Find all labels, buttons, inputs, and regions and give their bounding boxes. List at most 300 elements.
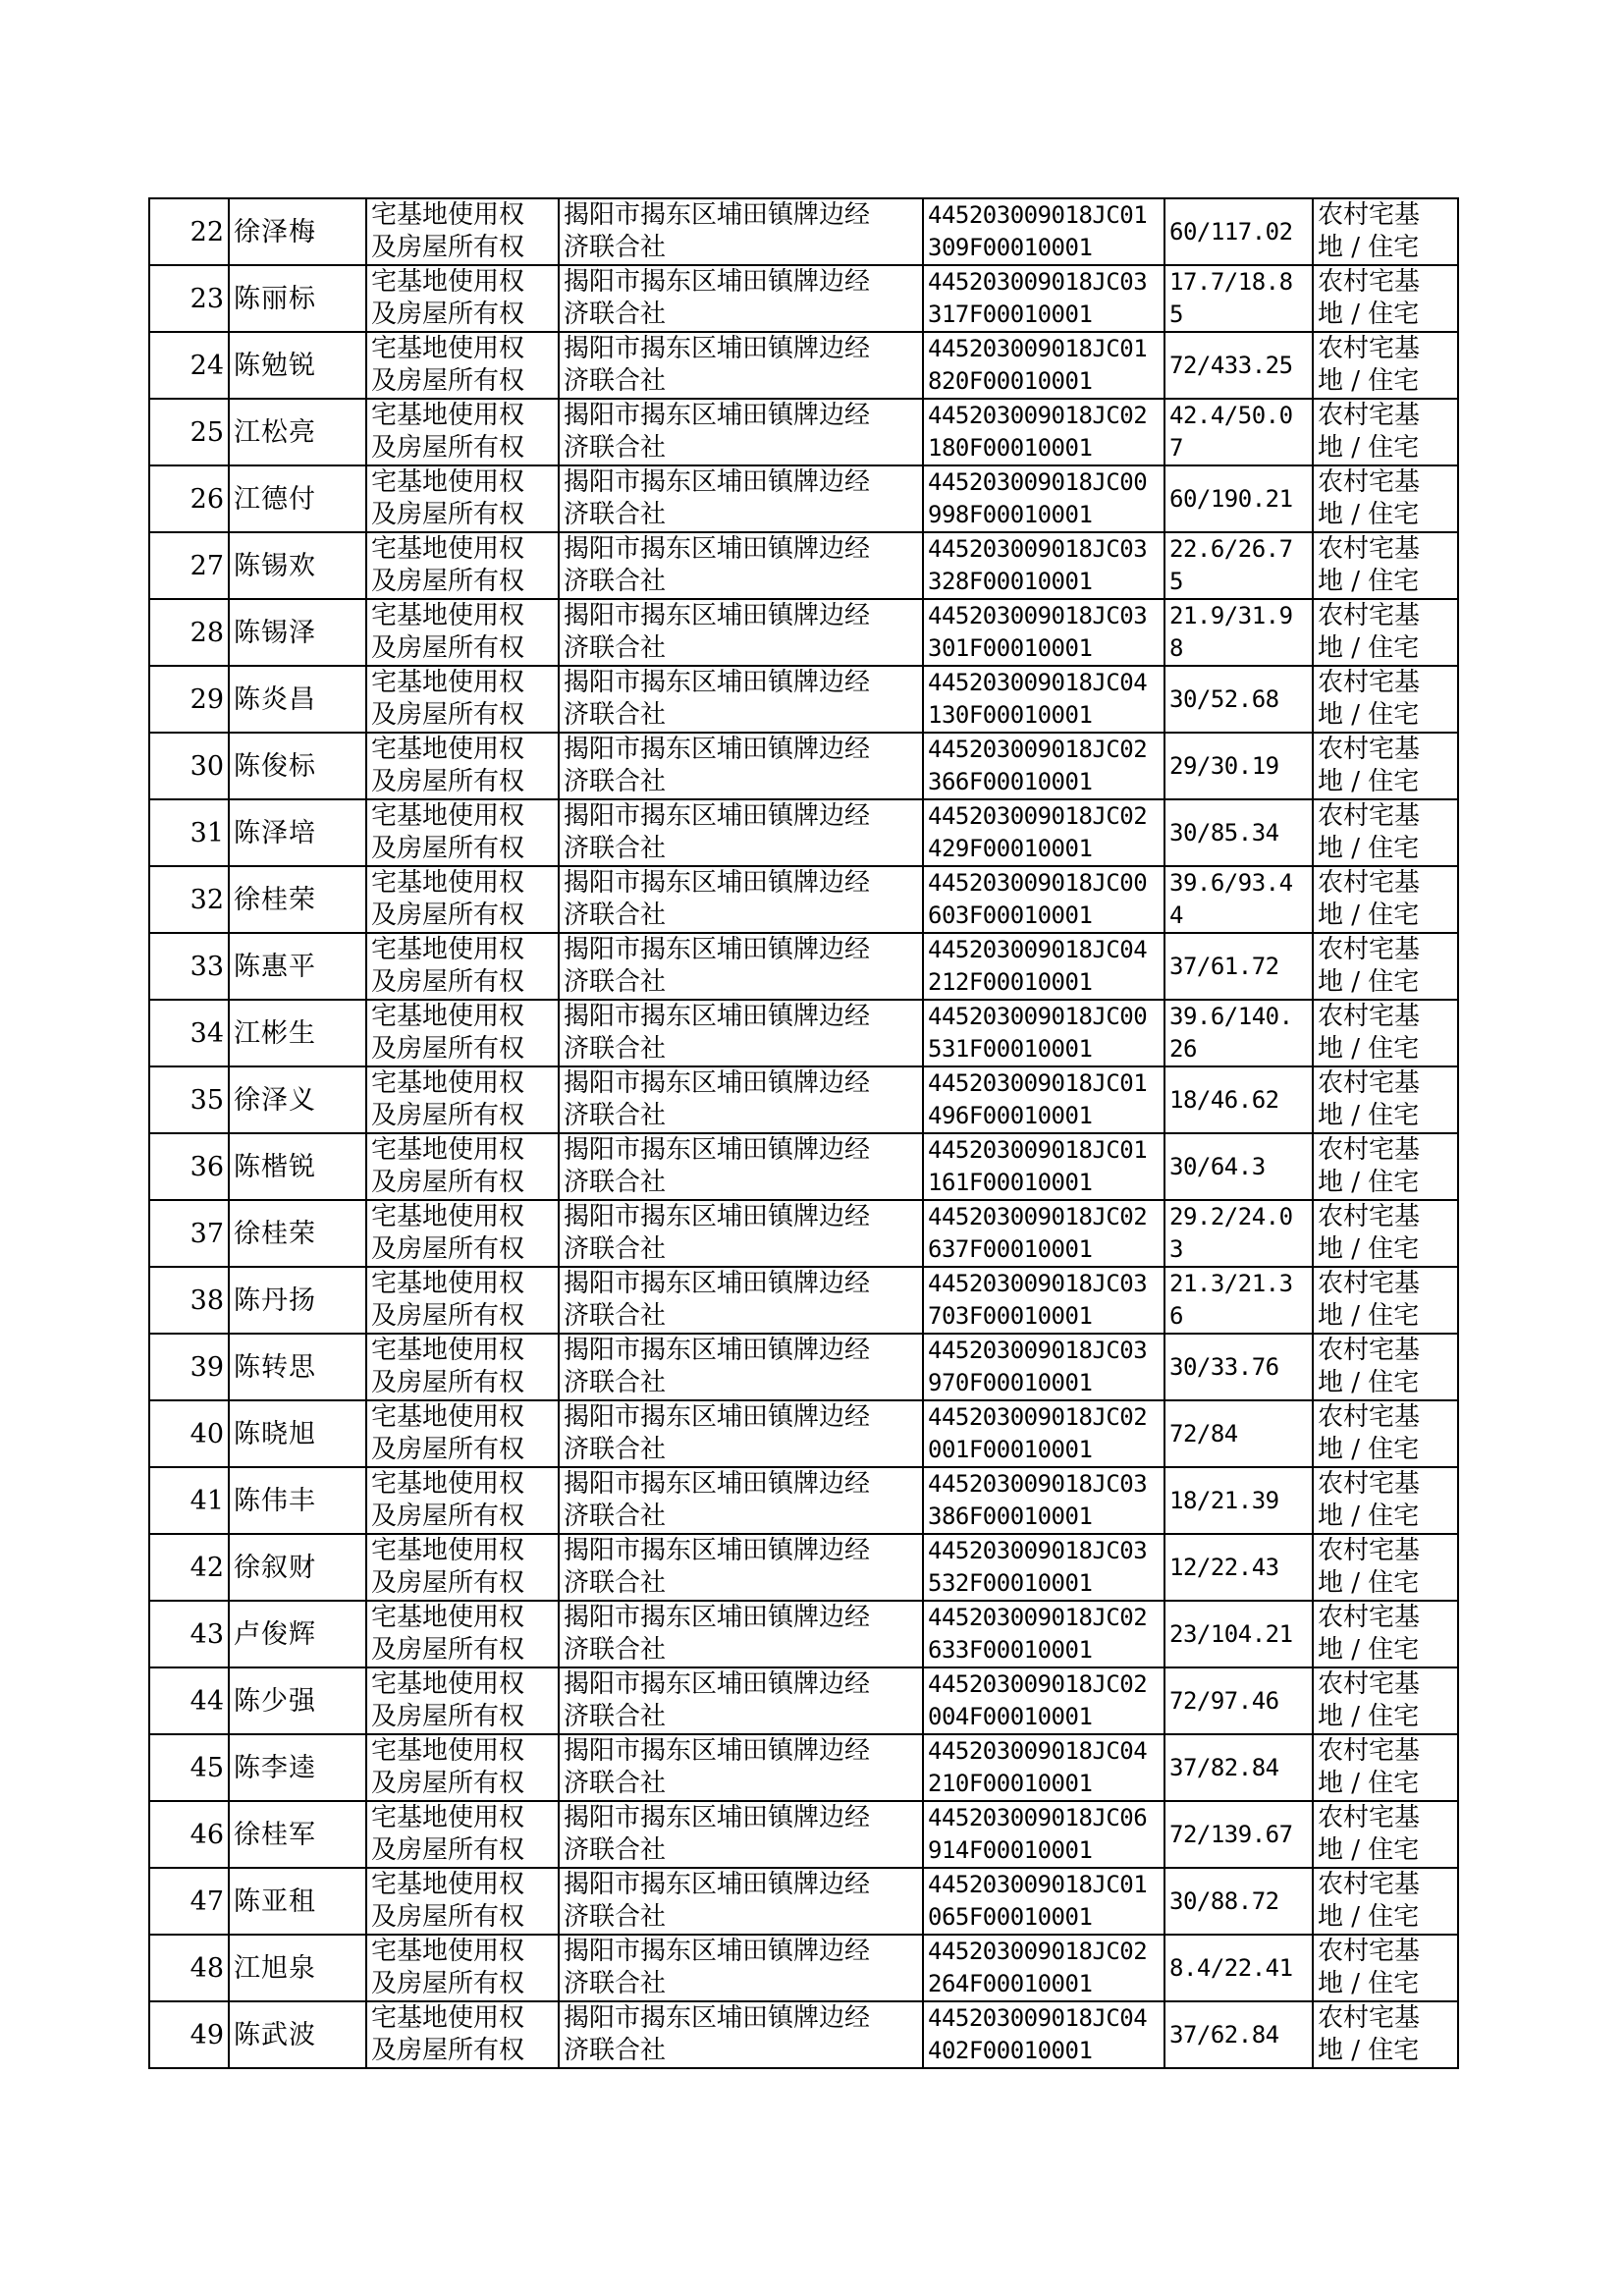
property-code-line: 180F00010001 bbox=[928, 434, 1093, 462]
land-use-line: 农村宅基 bbox=[1318, 1469, 1421, 1499]
right-type-line: 宅基地使用权 bbox=[371, 1068, 525, 1098]
right-type-line: 宅基地使用权 bbox=[371, 267, 525, 297]
table-row bbox=[149, 265, 1458, 332]
row-number-cell: 35 bbox=[149, 1066, 229, 1133]
right-type-cell bbox=[366, 332, 559, 399]
right-type-line: 及房屋所有权 bbox=[371, 1301, 525, 1331]
table-row bbox=[149, 1667, 1458, 1734]
row-number-cell: 40 bbox=[149, 1400, 229, 1467]
collective-org-line: 济联合社 bbox=[564, 1034, 667, 1064]
land-use-line: 地 / 住宅 bbox=[1318, 567, 1420, 596]
area-value-line: 17.7/18.8 bbox=[1169, 268, 1293, 296]
row-number-cell: 31 bbox=[149, 799, 229, 866]
row-number-cell: 33 bbox=[149, 933, 229, 1000]
property-code-cell bbox=[923, 1000, 1164, 1066]
right-type-cell bbox=[366, 1066, 559, 1133]
land-use-line: 地 / 住宅 bbox=[1318, 2036, 1420, 2065]
right-type-line: 宅基地使用权 bbox=[371, 1603, 525, 1632]
right-type-line: 宅基地使用权 bbox=[371, 1937, 525, 1966]
row-number-cell: 45 bbox=[149, 1734, 229, 1801]
property-code-line: 445203009018JC00 bbox=[928, 468, 1148, 496]
land-use-cell bbox=[1313, 332, 1458, 399]
land-use-line: 农村宅基 bbox=[1318, 601, 1421, 630]
collective-org-line: 揭阳市揭东区埔田镇牌边经 bbox=[564, 2003, 871, 2033]
table-row bbox=[149, 1868, 1458, 1935]
land-use-line: 农村宅基 bbox=[1318, 2003, 1421, 2033]
area-value-line: 60/190.21 bbox=[1169, 484, 1293, 513]
collective-org-line: 济联合社 bbox=[564, 1568, 667, 1598]
property-code-cell bbox=[923, 332, 1164, 399]
collective-org-line: 济联合社 bbox=[564, 1902, 667, 1932]
row-number-cell: 30 bbox=[149, 733, 229, 799]
right-type-line: 及房屋所有权 bbox=[371, 1234, 525, 1264]
owner-name-cell: 江松亮 bbox=[229, 399, 366, 465]
owner-name-cell: 徐叙财 bbox=[229, 1534, 366, 1601]
land-use-cell bbox=[1313, 1267, 1458, 1334]
property-code-line: 703F00010001 bbox=[928, 1302, 1093, 1330]
row-number-cell: 23 bbox=[149, 265, 229, 332]
area-value-line: 7 bbox=[1169, 434, 1183, 462]
owner-name-cell: 陈亚租 bbox=[229, 1868, 366, 1935]
land-use-line: 农村宅基 bbox=[1318, 801, 1421, 831]
land-use-line: 地 / 住宅 bbox=[1318, 300, 1420, 329]
property-code-line: 445203009018JC03 bbox=[928, 1470, 1148, 1498]
property-code-line: 637F00010001 bbox=[928, 1235, 1093, 1263]
right-type-cell bbox=[366, 1334, 559, 1400]
collective-org-line: 揭阳市揭东区埔田镇牌边经 bbox=[564, 668, 871, 697]
table-row bbox=[149, 1801, 1458, 1868]
right-type-line: 宅基地使用权 bbox=[371, 1736, 525, 1766]
right-type-cell bbox=[366, 933, 559, 1000]
row-number-cell: 41 bbox=[149, 1467, 229, 1534]
right-type-line: 宅基地使用权 bbox=[371, 1402, 525, 1432]
property-code-line: 212F00010001 bbox=[928, 968, 1093, 996]
area-value-line: 6 bbox=[1169, 1302, 1183, 1330]
property-code-line: 445203009018JC02 bbox=[928, 1604, 1148, 1631]
property-code-line: 130F00010001 bbox=[928, 701, 1093, 729]
owner-name-cell: 陈锡欢 bbox=[229, 532, 366, 599]
property-code-line: 532F00010001 bbox=[928, 1569, 1093, 1597]
property-code-cell bbox=[923, 933, 1164, 1000]
right-type-cell bbox=[366, 599, 559, 666]
property-code-cell bbox=[923, 666, 1164, 733]
table-row bbox=[149, 799, 1458, 866]
land-use-line: 农村宅基 bbox=[1318, 534, 1421, 564]
table-row bbox=[149, 2001, 1458, 2068]
land-use-line: 农村宅基 bbox=[1318, 1068, 1421, 1098]
collective-org-line: 揭阳市揭东区埔田镇牌边经 bbox=[564, 1336, 871, 1365]
right-type-cell bbox=[366, 666, 559, 733]
row-number-cell: 25 bbox=[149, 399, 229, 465]
property-code-line: 004F00010001 bbox=[928, 1703, 1093, 1730]
right-type-line: 宅基地使用权 bbox=[371, 401, 525, 430]
right-type-cell bbox=[366, 799, 559, 866]
area-value-cell bbox=[1164, 1467, 1313, 1534]
owner-name-cell: 陈少强 bbox=[229, 1667, 366, 1734]
land-use-cell bbox=[1313, 1000, 1458, 1066]
owner-name-cell: 江旭泉 bbox=[229, 1935, 366, 2001]
property-code-line: 445203009018JC03 bbox=[928, 1270, 1148, 1297]
collective-org-line: 济联合社 bbox=[564, 1368, 667, 1397]
land-use-cell bbox=[1313, 399, 1458, 465]
area-value-line: 72/97.46 bbox=[1169, 1686, 1279, 1715]
collective-org-cell bbox=[559, 1334, 923, 1400]
property-code-line: 445203009018JC02 bbox=[928, 1203, 1148, 1230]
area-value-cell bbox=[1164, 332, 1313, 399]
collective-org-cell bbox=[559, 1601, 923, 1667]
right-type-line: 及房屋所有权 bbox=[371, 1702, 525, 1731]
area-value-cell bbox=[1164, 1066, 1313, 1133]
property-code-line: 496F00010001 bbox=[928, 1102, 1093, 1129]
right-type-cell bbox=[366, 1734, 559, 1801]
collective-org-line: 济联合社 bbox=[564, 834, 667, 863]
collective-org-line: 揭阳市揭东区埔田镇牌边经 bbox=[564, 1002, 871, 1031]
property-code-line: 445203009018JC03 bbox=[928, 535, 1148, 563]
collective-org-cell bbox=[559, 1000, 923, 1066]
property-code-cell bbox=[923, 1400, 1164, 1467]
right-type-line: 及房屋所有权 bbox=[371, 1168, 525, 1197]
area-value-line: 5 bbox=[1169, 301, 1183, 328]
right-type-line: 及房屋所有权 bbox=[371, 1902, 525, 1932]
area-value-line: 29.2/24.0 bbox=[1169, 1203, 1293, 1230]
property-code-line: 445203009018JC02 bbox=[928, 402, 1148, 429]
area-value-line: 21.3/21.3 bbox=[1169, 1270, 1293, 1297]
collective-org-line: 济联合社 bbox=[564, 2036, 667, 2065]
property-code-cell bbox=[923, 1935, 1164, 2001]
right-type-line: 及房屋所有权 bbox=[371, 500, 525, 529]
area-value-cell bbox=[1164, 1935, 1313, 2001]
land-use-line: 农村宅基 bbox=[1318, 467, 1421, 497]
collective-org-line: 揭阳市揭东区埔田镇牌边经 bbox=[564, 1603, 871, 1632]
area-value-line: 37/82.84 bbox=[1169, 1753, 1279, 1781]
land-use-cell bbox=[1313, 532, 1458, 599]
collective-org-cell bbox=[559, 198, 923, 265]
collective-org-cell bbox=[559, 465, 923, 532]
right-type-line: 宅基地使用权 bbox=[371, 601, 525, 630]
right-type-line: 及房屋所有权 bbox=[371, 2036, 525, 2065]
property-code-line: 429F00010001 bbox=[928, 835, 1093, 862]
land-use-line: 地 / 住宅 bbox=[1318, 1168, 1420, 1197]
right-type-cell bbox=[366, 1133, 559, 1200]
collective-org-line: 济联合社 bbox=[564, 1702, 667, 1731]
land-use-line: 地 / 住宅 bbox=[1318, 1969, 1420, 1998]
table-row bbox=[149, 1734, 1458, 1801]
property-code-line: 603F00010001 bbox=[928, 902, 1093, 929]
right-type-line: 及房屋所有权 bbox=[371, 1435, 525, 1464]
land-use-line: 地 / 住宅 bbox=[1318, 1902, 1420, 1932]
collective-org-line: 揭阳市揭东区埔田镇牌边经 bbox=[564, 1736, 871, 1766]
right-type-cell bbox=[366, 1400, 559, 1467]
right-type-cell bbox=[366, 1267, 559, 1334]
owner-name-cell: 陈惠平 bbox=[229, 933, 366, 1000]
land-use-cell bbox=[1313, 1534, 1458, 1601]
area-value-line: 72/84 bbox=[1169, 1419, 1238, 1448]
property-code-line: 970F00010001 bbox=[928, 1369, 1093, 1396]
land-use-line: 地 / 住宅 bbox=[1318, 700, 1420, 730]
right-type-cell bbox=[366, 2001, 559, 2068]
land-use-line: 农村宅基 bbox=[1318, 200, 1421, 230]
area-value-line: 12/22.43 bbox=[1169, 1553, 1279, 1581]
property-code-line: 445203009018JC04 bbox=[928, 1737, 1148, 1765]
area-value-line: 30/88.72 bbox=[1169, 1886, 1279, 1915]
right-type-line: 及房屋所有权 bbox=[371, 1769, 525, 1798]
area-value-cell bbox=[1164, 198, 1313, 265]
collective-org-line: 济联合社 bbox=[564, 1234, 667, 1264]
collective-org-cell bbox=[559, 1066, 923, 1133]
collective-org-line: 揭阳市揭东区埔田镇牌边经 bbox=[564, 935, 871, 964]
owner-name-cell: 徐桂荣 bbox=[229, 866, 366, 933]
area-value-line: 72/139.67 bbox=[1169, 1820, 1293, 1848]
right-type-cell bbox=[366, 198, 559, 265]
right-type-line: 宅基地使用权 bbox=[371, 2003, 525, 2033]
area-value-line: 8 bbox=[1169, 634, 1183, 662]
area-value-cell bbox=[1164, 733, 1313, 799]
collective-org-line: 济联合社 bbox=[564, 967, 667, 997]
collective-org-cell bbox=[559, 866, 923, 933]
row-number-cell: 44 bbox=[149, 1667, 229, 1734]
row-number-cell: 24 bbox=[149, 332, 229, 399]
land-use-line: 农村宅基 bbox=[1318, 1937, 1421, 1966]
land-use-line: 地 / 住宅 bbox=[1318, 834, 1420, 863]
area-value-line: 18/21.39 bbox=[1169, 1486, 1279, 1514]
owner-name-cell: 陈锡泽 bbox=[229, 599, 366, 666]
owner-name-cell: 陈晓旭 bbox=[229, 1400, 366, 1467]
property-code-line: 445203009018JC01 bbox=[928, 201, 1148, 229]
collective-org-line: 济联合社 bbox=[564, 1168, 667, 1197]
right-type-cell bbox=[366, 1667, 559, 1734]
area-value-line: 30/85.34 bbox=[1169, 818, 1279, 847]
table-row bbox=[149, 1000, 1458, 1066]
property-code-cell bbox=[923, 1734, 1164, 1801]
land-use-line: 农村宅基 bbox=[1318, 935, 1421, 964]
right-type-cell bbox=[366, 1534, 559, 1601]
land-use-line: 农村宅基 bbox=[1318, 735, 1421, 764]
land-use-line: 农村宅基 bbox=[1318, 1736, 1421, 1766]
row-number-cell: 42 bbox=[149, 1534, 229, 1601]
right-type-line: 宅基地使用权 bbox=[371, 1269, 525, 1298]
property-code-cell bbox=[923, 1334, 1164, 1400]
owner-name-cell: 徐泽义 bbox=[229, 1066, 366, 1133]
collective-org-line: 济联合社 bbox=[564, 1301, 667, 1331]
area-value-cell bbox=[1164, 1133, 1313, 1200]
right-type-cell bbox=[366, 1601, 559, 1667]
property-code-line: 445203009018JC03 bbox=[928, 1537, 1148, 1564]
table-row bbox=[149, 1534, 1458, 1601]
owner-name-cell: 卢俊辉 bbox=[229, 1601, 366, 1667]
land-use-line: 地 / 住宅 bbox=[1318, 1301, 1420, 1331]
property-code-line: 445203009018JC00 bbox=[928, 1003, 1148, 1030]
property-code-line: 445203009018JC01 bbox=[928, 1136, 1148, 1164]
area-value-cell bbox=[1164, 866, 1313, 933]
property-code-line: 445203009018JC01 bbox=[928, 1871, 1148, 1898]
collective-org-cell bbox=[559, 1667, 923, 1734]
land-use-cell bbox=[1313, 1200, 1458, 1267]
right-type-cell bbox=[366, 265, 559, 332]
property-code-line: 264F00010001 bbox=[928, 1970, 1093, 1997]
property-code-line: 328F00010001 bbox=[928, 568, 1093, 595]
area-value-line: 39.6/140. bbox=[1169, 1003, 1293, 1030]
owner-name-cell: 江彬生 bbox=[229, 1000, 366, 1066]
right-type-line: 宅基地使用权 bbox=[371, 534, 525, 564]
owner-name-cell: 陈伟丰 bbox=[229, 1467, 366, 1534]
collective-org-line: 揭阳市揭东区埔田镇牌边经 bbox=[564, 1469, 871, 1499]
property-code-cell bbox=[923, 198, 1164, 265]
property-code-cell bbox=[923, 399, 1164, 465]
right-type-line: 及房屋所有权 bbox=[371, 967, 525, 997]
collective-org-cell bbox=[559, 1734, 923, 1801]
collective-org-cell bbox=[559, 799, 923, 866]
property-code-cell bbox=[923, 465, 1164, 532]
collective-org-cell bbox=[559, 1868, 923, 1935]
land-use-line: 地 / 住宅 bbox=[1318, 767, 1420, 796]
land-use-cell bbox=[1313, 733, 1458, 799]
row-number-cell: 26 bbox=[149, 465, 229, 532]
land-use-line: 地 / 住宅 bbox=[1318, 633, 1420, 663]
property-code-line: 366F00010001 bbox=[928, 768, 1093, 795]
property-code-cell bbox=[923, 866, 1164, 933]
collective-org-line: 揭阳市揭东区埔田镇牌边经 bbox=[564, 735, 871, 764]
land-use-line: 地 / 住宅 bbox=[1318, 1101, 1420, 1130]
row-number-cell: 49 bbox=[149, 2001, 229, 2068]
area-value-line: 60/117.02 bbox=[1169, 217, 1293, 246]
table-row bbox=[149, 733, 1458, 799]
area-value-cell bbox=[1164, 933, 1313, 1000]
land-use-cell bbox=[1313, 1133, 1458, 1200]
right-type-cell bbox=[366, 733, 559, 799]
area-value-cell bbox=[1164, 1400, 1313, 1467]
right-type-cell bbox=[366, 1200, 559, 1267]
collective-org-line: 济联合社 bbox=[564, 433, 667, 463]
land-use-line: 农村宅基 bbox=[1318, 1202, 1421, 1231]
collective-org-line: 揭阳市揭东区埔田镇牌边经 bbox=[564, 534, 871, 564]
row-number-cell: 36 bbox=[149, 1133, 229, 1200]
right-type-line: 及房屋所有权 bbox=[371, 1101, 525, 1130]
area-value-line: 37/62.84 bbox=[1169, 2020, 1279, 2049]
land-use-line: 地 / 住宅 bbox=[1318, 1234, 1420, 1264]
land-use-line: 地 / 住宅 bbox=[1318, 433, 1420, 463]
property-code-cell bbox=[923, 1801, 1164, 1868]
area-value-cell bbox=[1164, 1267, 1313, 1334]
right-type-line: 宅基地使用权 bbox=[371, 334, 525, 363]
property-code-cell bbox=[923, 1066, 1164, 1133]
table-row bbox=[149, 198, 1458, 265]
land-use-line: 农村宅基 bbox=[1318, 1002, 1421, 1031]
right-type-cell bbox=[366, 1801, 559, 1868]
collective-org-cell bbox=[559, 532, 923, 599]
right-type-line: 宅基地使用权 bbox=[371, 935, 525, 964]
right-type-line: 及房屋所有权 bbox=[371, 901, 525, 930]
land-use-line: 地 / 住宅 bbox=[1318, 500, 1420, 529]
owner-name-cell: 陈武波 bbox=[229, 2001, 366, 2068]
land-use-line: 地 / 住宅 bbox=[1318, 1034, 1420, 1064]
land-use-cell bbox=[1313, 465, 1458, 532]
owner-name-cell: 陈转思 bbox=[229, 1334, 366, 1400]
collective-org-cell bbox=[559, 1801, 923, 1868]
collective-org-cell bbox=[559, 1200, 923, 1267]
table-row bbox=[149, 599, 1458, 666]
property-code-cell bbox=[923, 265, 1164, 332]
collective-org-line: 揭阳市揭东区埔田镇牌边经 bbox=[564, 1536, 871, 1565]
right-type-line: 及房屋所有权 bbox=[371, 1568, 525, 1598]
collective-org-line: 揭阳市揭东区埔田镇牌边经 bbox=[564, 1669, 871, 1699]
area-value-cell bbox=[1164, 2001, 1313, 2068]
property-code-line: 445203009018JC02 bbox=[928, 1670, 1148, 1698]
land-use-line: 地 / 住宅 bbox=[1318, 1368, 1420, 1397]
right-type-line: 及房屋所有权 bbox=[371, 567, 525, 596]
area-value-line: 39.6/93.4 bbox=[1169, 869, 1293, 897]
table-row bbox=[149, 1400, 1458, 1467]
table-row bbox=[149, 666, 1458, 733]
property-code-line: 445203009018JC04 bbox=[928, 936, 1148, 963]
property-code-cell bbox=[923, 1534, 1164, 1601]
collective-org-cell bbox=[559, 666, 923, 733]
area-value-line: 18/46.62 bbox=[1169, 1085, 1279, 1114]
collective-org-line: 济联合社 bbox=[564, 1635, 667, 1665]
area-value-line: 30/52.68 bbox=[1169, 684, 1279, 713]
property-code-line: 820F00010001 bbox=[928, 367, 1093, 395]
property-code-line: 445203009018JC01 bbox=[928, 1069, 1148, 1097]
owner-name-cell: 陈勉锐 bbox=[229, 332, 366, 399]
collective-org-line: 揭阳市揭东区埔田镇牌边经 bbox=[564, 401, 871, 430]
collective-org-line: 济联合社 bbox=[564, 233, 667, 262]
area-value-line: 3 bbox=[1169, 1235, 1183, 1263]
area-value-line: 29/30.19 bbox=[1169, 751, 1279, 780]
area-value-cell bbox=[1164, 599, 1313, 666]
row-number-cell: 38 bbox=[149, 1267, 229, 1334]
right-type-line: 宅基地使用权 bbox=[371, 1870, 525, 1899]
property-code-cell bbox=[923, 1267, 1164, 1334]
collective-org-line: 济联合社 bbox=[564, 633, 667, 663]
land-use-cell bbox=[1313, 866, 1458, 933]
row-number-cell: 34 bbox=[149, 1000, 229, 1066]
collective-org-line: 济联合社 bbox=[564, 1435, 667, 1464]
right-type-line: 宅基地使用权 bbox=[371, 1002, 525, 1031]
owner-name-cell: 陈李逵 bbox=[229, 1734, 366, 1801]
right-type-line: 及房屋所有权 bbox=[371, 1969, 525, 1998]
property-code-line: 445203009018JC04 bbox=[928, 669, 1148, 696]
right-type-cell bbox=[366, 1000, 559, 1066]
property-code-line: 210F00010001 bbox=[928, 1770, 1093, 1797]
owner-name-cell: 江德付 bbox=[229, 465, 366, 532]
right-type-cell bbox=[366, 1935, 559, 2001]
area-value-line: 26 bbox=[1169, 1035, 1197, 1063]
right-type-cell bbox=[366, 399, 559, 465]
land-use-line: 农村宅基 bbox=[1318, 1336, 1421, 1365]
owner-name-cell: 陈泽培 bbox=[229, 799, 366, 866]
land-use-line: 农村宅基 bbox=[1318, 267, 1421, 297]
collective-org-line: 济联合社 bbox=[564, 1502, 667, 1531]
area-value-cell bbox=[1164, 1200, 1313, 1267]
property-code-cell bbox=[923, 1467, 1164, 1534]
table-body bbox=[149, 198, 1458, 2068]
collective-org-cell bbox=[559, 933, 923, 1000]
property-code-line: 001F00010001 bbox=[928, 1436, 1093, 1463]
land-use-cell bbox=[1313, 2001, 1458, 2068]
owner-name-cell: 徐桂荣 bbox=[229, 1200, 366, 1267]
registry-table bbox=[148, 197, 1459, 2069]
land-use-cell bbox=[1313, 1467, 1458, 1534]
right-type-line: 及房屋所有权 bbox=[371, 1635, 525, 1665]
property-code-cell bbox=[923, 1200, 1164, 1267]
property-code-line: 309F00010001 bbox=[928, 234, 1093, 261]
area-value-line: 4 bbox=[1169, 902, 1183, 929]
owner-name-cell: 陈俊标 bbox=[229, 733, 366, 799]
area-value-cell bbox=[1164, 666, 1313, 733]
collective-org-cell bbox=[559, 1935, 923, 2001]
land-use-line: 农村宅基 bbox=[1318, 1603, 1421, 1632]
property-code-cell bbox=[923, 1601, 1164, 1667]
land-use-line: 地 / 住宅 bbox=[1318, 233, 1420, 262]
